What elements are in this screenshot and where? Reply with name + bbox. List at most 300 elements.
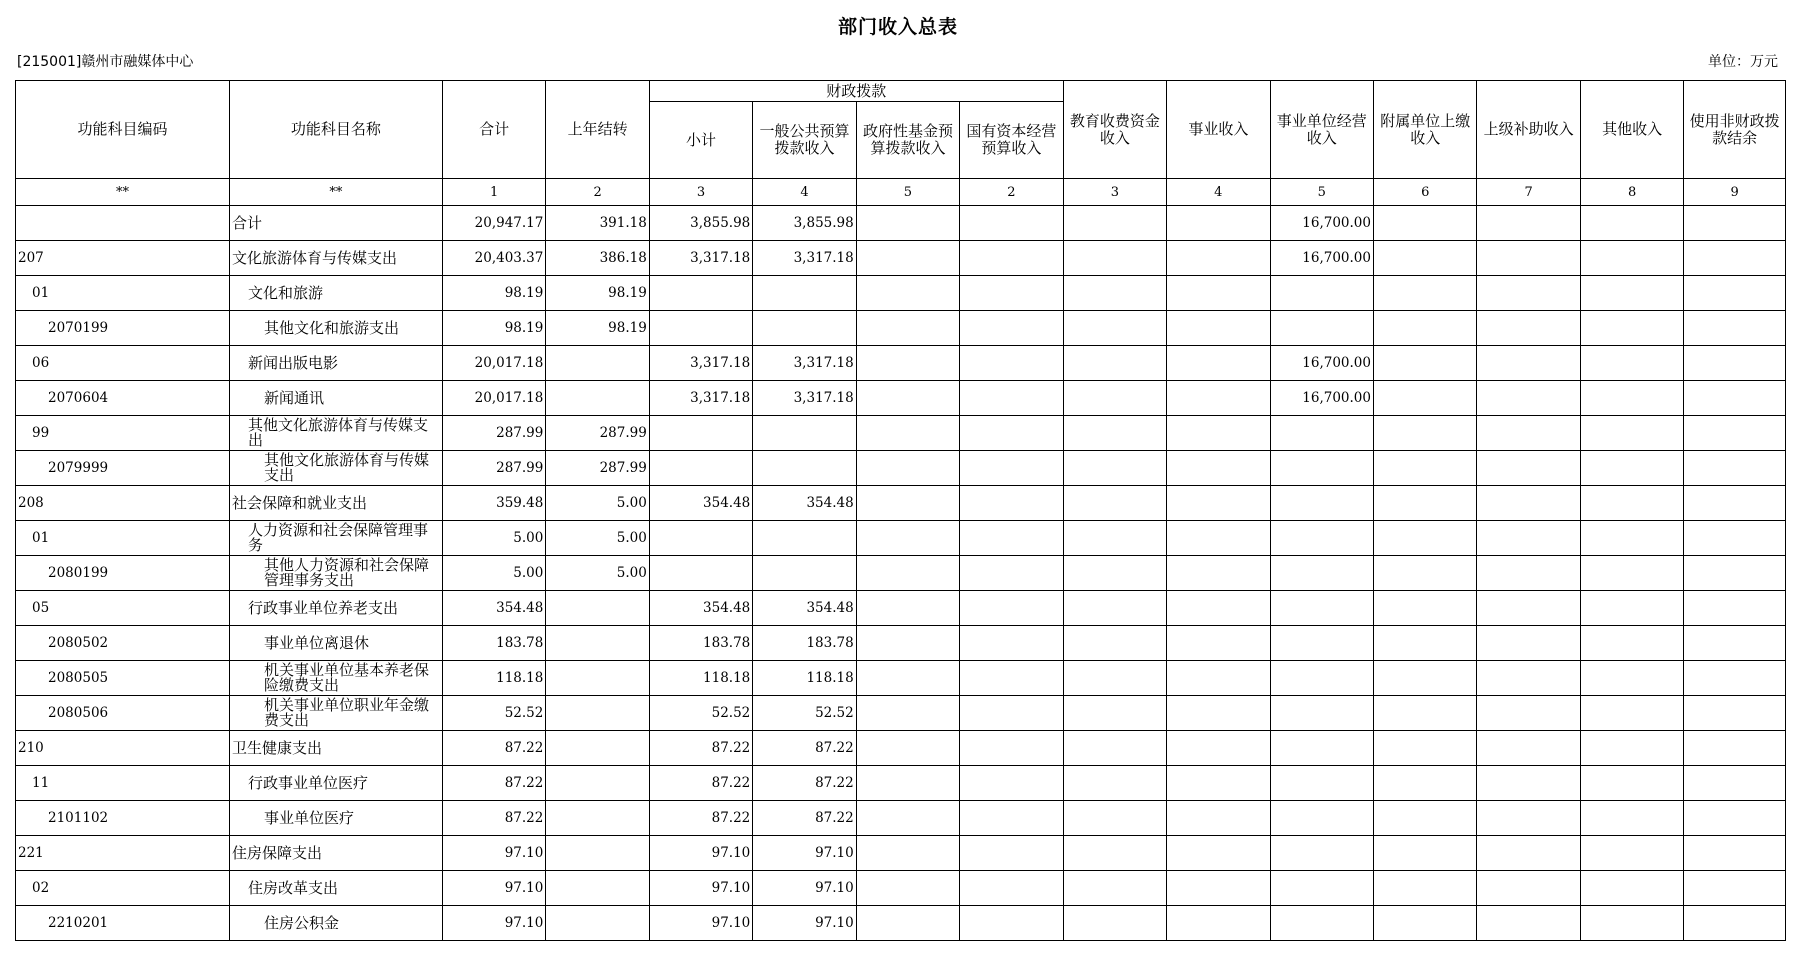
amount-cell [1580, 766, 1683, 801]
function-code-cell: 208 [16, 486, 230, 521]
function-code-cell: 99 [16, 416, 230, 451]
amount-cell [1477, 451, 1580, 486]
table-row [16, 451, 1786, 486]
amount-cell [1580, 906, 1683, 941]
function-name-cell: 合计 [229, 206, 442, 241]
amount-cell [1580, 556, 1683, 591]
amount-cell [1374, 416, 1477, 451]
amount-cell [1167, 416, 1270, 451]
function-name-cell: 其他人力资源和社会保障管理事务支出 [229, 556, 442, 591]
amount-cell [856, 381, 959, 416]
amount-cell: 16,700.00 [1270, 241, 1373, 276]
amount-cell: 87.22 [442, 731, 545, 766]
amount-cell [1270, 591, 1373, 626]
amount-cell: 354.48 [442, 591, 545, 626]
amount-cell [960, 871, 1063, 906]
amount-cell [1063, 346, 1166, 381]
amount-cell [1477, 346, 1580, 381]
amount-cell [856, 486, 959, 521]
amount-cell [1270, 521, 1373, 556]
amount-cell: 287.99 [442, 451, 545, 486]
amount-cell [1167, 276, 1270, 311]
amount-cell [649, 416, 752, 451]
amount-cell [1374, 801, 1477, 836]
amount-cell: 98.19 [546, 276, 649, 311]
table-body [16, 206, 1786, 941]
amount-cell [960, 276, 1063, 311]
amount-cell [546, 766, 649, 801]
function-code-cell: 2101102 [16, 801, 230, 836]
function-name-cell: 行政事业单位医疗 [229, 766, 442, 801]
amount-cell [546, 381, 649, 416]
amount-cell [1270, 311, 1373, 346]
amount-cell [1270, 906, 1373, 941]
amount-cell [1374, 206, 1477, 241]
table-row [16, 381, 1786, 416]
index-cell: 2 [960, 179, 1063, 206]
amount-cell: 52.52 [649, 696, 752, 731]
header-subtotal: 小计 [649, 102, 752, 179]
amount-cell [1684, 346, 1786, 381]
amount-cell [1063, 801, 1166, 836]
amount-cell [1374, 871, 1477, 906]
amount-cell [1167, 451, 1270, 486]
amount-cell: 287.99 [546, 416, 649, 451]
amount-cell [1684, 661, 1786, 696]
header-carryover: 上年结转 [546, 81, 649, 179]
amount-cell: 16,700.00 [1270, 381, 1373, 416]
amount-cell: 52.52 [442, 696, 545, 731]
amount-cell [960, 206, 1063, 241]
amount-cell [753, 416, 856, 451]
index-cell: ** [16, 179, 230, 206]
amount-cell [1374, 766, 1477, 801]
amount-cell: 87.22 [753, 766, 856, 801]
amount-cell [1063, 661, 1166, 696]
amount-cell [1580, 661, 1683, 696]
function-code-cell [16, 206, 230, 241]
page-title: 部门收入总表 [837, 16, 958, 38]
amount-cell [753, 556, 856, 591]
header-superior: 上级补助收入 [1477, 81, 1580, 179]
index-cell: 1 [442, 179, 545, 206]
amount-cell [1580, 486, 1683, 521]
amount-cell [1684, 556, 1786, 591]
table-row [16, 661, 1786, 696]
amount-cell: 97.10 [753, 836, 856, 871]
header-other: 其他收入 [1580, 81, 1683, 179]
amount-cell [753, 311, 856, 346]
amount-cell [1684, 906, 1786, 941]
function-code-cell: 2210201 [16, 906, 230, 941]
function-code-cell: 2070604 [16, 381, 230, 416]
income-summary-table [15, 80, 1786, 941]
amount-cell [1270, 661, 1373, 696]
index-cell: 7 [1477, 179, 1580, 206]
amount-cell [1167, 906, 1270, 941]
amount-cell [1167, 206, 1270, 241]
amount-cell [1684, 591, 1786, 626]
amount-cell [546, 346, 649, 381]
amount-cell [960, 381, 1063, 416]
header-state-capital: 国有资本经营预算收入 [960, 102, 1063, 179]
amount-cell [1684, 696, 1786, 731]
function-code-cell: 2079999 [16, 451, 230, 486]
amount-cell [856, 346, 959, 381]
table-row [16, 626, 1786, 661]
amount-cell: 87.22 [753, 731, 856, 766]
amount-cell [1167, 661, 1270, 696]
amount-cell [1167, 696, 1270, 731]
table-row [16, 206, 1786, 241]
amount-cell [1167, 836, 1270, 871]
amount-cell [1580, 346, 1683, 381]
amount-cell [856, 521, 959, 556]
amount-cell [1167, 241, 1270, 276]
amount-cell [1477, 836, 1580, 871]
amount-cell [1167, 486, 1270, 521]
amount-cell: 3,317.18 [649, 346, 752, 381]
amount-cell: 183.78 [753, 626, 856, 661]
amount-cell [1477, 416, 1580, 451]
amount-cell: 3,317.18 [649, 241, 752, 276]
table-row [16, 836, 1786, 871]
amount-cell [960, 836, 1063, 871]
amount-cell [1374, 346, 1477, 381]
amount-cell: 118.18 [442, 661, 545, 696]
amount-cell [1063, 276, 1166, 311]
index-cell: 3 [649, 179, 752, 206]
amount-cell [1477, 696, 1580, 731]
header-operating: 事业单位经营收入 [1270, 81, 1373, 179]
table-row [16, 871, 1786, 906]
function-name-cell: 社会保障和就业支出 [229, 486, 442, 521]
amount-cell [1580, 206, 1683, 241]
index-cell: 5 [856, 179, 959, 206]
amount-cell [649, 521, 752, 556]
amount-cell [1477, 906, 1580, 941]
amount-cell [1063, 521, 1166, 556]
amount-cell [753, 451, 856, 486]
amount-cell [649, 311, 752, 346]
amount-cell: 20,017.18 [442, 381, 545, 416]
amount-cell [1477, 731, 1580, 766]
amount-cell [960, 311, 1063, 346]
amount-cell [960, 626, 1063, 661]
amount-cell [1374, 276, 1477, 311]
amount-cell: 183.78 [442, 626, 545, 661]
amount-cell: 5.00 [546, 486, 649, 521]
amount-cell [1580, 241, 1683, 276]
amount-cell: 359.48 [442, 486, 545, 521]
amount-cell [1167, 871, 1270, 906]
amount-cell [960, 906, 1063, 941]
amount-cell [1477, 241, 1580, 276]
function-name-cell: 住房公积金 [229, 906, 442, 941]
header-gov-fund: 政府性基金预算拨款收入 [856, 102, 959, 179]
amount-cell [1063, 731, 1166, 766]
amount-cell [1167, 766, 1270, 801]
amount-cell: 97.10 [442, 871, 545, 906]
amount-cell [1167, 521, 1270, 556]
amount-cell: 97.10 [753, 906, 856, 941]
amount-cell [546, 696, 649, 731]
amount-cell [1063, 451, 1166, 486]
amount-cell [1477, 311, 1580, 346]
amount-cell: 87.22 [442, 766, 545, 801]
function-name-cell: 文化和旅游 [229, 276, 442, 311]
amount-cell [1270, 871, 1373, 906]
amount-cell [960, 451, 1063, 486]
amount-cell [1684, 381, 1786, 416]
amount-cell [1270, 801, 1373, 836]
amount-cell [1063, 416, 1166, 451]
amount-cell [960, 486, 1063, 521]
header-name: 功能科目名称 [229, 81, 442, 179]
amount-cell [1684, 801, 1786, 836]
function-name-cell: 文化旅游体育与传媒支出 [229, 241, 442, 276]
amount-cell [856, 591, 959, 626]
amount-cell [1580, 836, 1683, 871]
amount-cell [1684, 836, 1786, 871]
amount-cell: 118.18 [753, 661, 856, 696]
function-name-cell: 行政事业单位养老支出 [229, 591, 442, 626]
table-row [16, 906, 1786, 941]
amount-cell [1270, 766, 1373, 801]
header-edu-fee: 教育收费资金收入 [1063, 81, 1166, 179]
index-cell: 4 [1167, 179, 1270, 206]
amount-cell [1580, 416, 1683, 451]
function-name-cell: 其他文化旅游体育与传媒支出 [229, 451, 442, 486]
amount-cell [649, 556, 752, 591]
amount-cell [1270, 416, 1373, 451]
amount-cell [649, 451, 752, 486]
amount-cell: 87.22 [649, 731, 752, 766]
index-cell: 8 [1580, 179, 1683, 206]
amount-cell [856, 836, 959, 871]
amount-cell [1477, 486, 1580, 521]
amount-cell: 98.19 [442, 276, 545, 311]
amount-cell [1580, 276, 1683, 311]
amount-cell [1374, 836, 1477, 871]
function-code-cell: 2080199 [16, 556, 230, 591]
amount-cell [1684, 486, 1786, 521]
amount-cell [546, 801, 649, 836]
amount-cell [1270, 486, 1373, 521]
table-row [16, 696, 1786, 731]
amount-cell: 87.22 [649, 766, 752, 801]
amount-cell [1167, 346, 1270, 381]
unit-label: 单位：万元 [1708, 54, 1778, 70]
table-row [16, 416, 1786, 451]
function-name-cell: 住房保障支出 [229, 836, 442, 871]
amount-cell [1167, 626, 1270, 661]
amount-cell [856, 766, 959, 801]
amount-cell [856, 276, 959, 311]
amount-cell [1374, 451, 1477, 486]
amount-cell [856, 801, 959, 836]
amount-cell [856, 871, 959, 906]
amount-cell [1063, 906, 1166, 941]
organization-label: [215001]赣州市融媒体中心 [17, 54, 194, 70]
header-fiscal-group: 财政拨款 [649, 81, 1063, 102]
table-row [16, 486, 1786, 521]
amount-cell [1374, 241, 1477, 276]
function-code-cell: 11 [16, 766, 230, 801]
function-name-cell: 机关事业单位职业年金缴费支出 [229, 696, 442, 731]
amount-cell: 3,317.18 [649, 381, 752, 416]
function-name-cell: 事业单位医疗 [229, 801, 442, 836]
index-cell: 5 [1270, 179, 1373, 206]
header-non-fiscal: 使用非财政拨款结余 [1684, 81, 1786, 179]
function-name-cell: 机关事业单位基本养老保险缴费支出 [229, 661, 442, 696]
amount-cell [1477, 871, 1580, 906]
amount-cell [856, 731, 959, 766]
amount-cell [1063, 381, 1166, 416]
amount-cell [1374, 661, 1477, 696]
amount-cell [1580, 801, 1683, 836]
amount-cell: 287.99 [442, 416, 545, 451]
amount-cell [1063, 241, 1166, 276]
amount-cell: 118.18 [649, 661, 752, 696]
function-name-cell: 新闻通讯 [229, 381, 442, 416]
amount-cell [1063, 836, 1166, 871]
amount-cell [856, 906, 959, 941]
amount-cell [1167, 591, 1270, 626]
amount-cell [1063, 486, 1166, 521]
function-name-cell: 卫生健康支出 [229, 731, 442, 766]
amount-cell [1167, 311, 1270, 346]
amount-cell: 97.10 [649, 906, 752, 941]
index-cell: 2 [546, 179, 649, 206]
function-name-cell: 事业单位离退休 [229, 626, 442, 661]
amount-cell [1684, 276, 1786, 311]
amount-cell: 354.48 [753, 591, 856, 626]
function-code-cell: 05 [16, 591, 230, 626]
amount-cell: 97.10 [442, 906, 545, 941]
amount-cell [1580, 451, 1683, 486]
index-cell: 4 [753, 179, 856, 206]
amount-cell [856, 626, 959, 661]
amount-cell [546, 591, 649, 626]
function-code-cell: 06 [16, 346, 230, 381]
index-cell: ** [229, 179, 442, 206]
amount-cell [1374, 556, 1477, 591]
amount-cell [1684, 451, 1786, 486]
amount-cell [1374, 696, 1477, 731]
amount-cell: 183.78 [649, 626, 752, 661]
amount-cell [1374, 906, 1477, 941]
amount-cell [856, 451, 959, 486]
amount-cell: 354.48 [753, 486, 856, 521]
amount-cell [1477, 276, 1580, 311]
amount-cell [1477, 626, 1580, 661]
amount-cell: 354.48 [649, 591, 752, 626]
index-row [16, 179, 1786, 206]
amount-cell [856, 241, 959, 276]
amount-cell: 5.00 [546, 521, 649, 556]
amount-cell [1374, 311, 1477, 346]
header-code: 功能科目编码 [16, 81, 230, 179]
function-code-cell: 01 [16, 276, 230, 311]
amount-cell [1580, 311, 1683, 346]
amount-cell [1063, 766, 1166, 801]
function-name-cell: 其他文化和旅游支出 [229, 311, 442, 346]
table-row [16, 241, 1786, 276]
amount-cell: 52.52 [753, 696, 856, 731]
amount-cell [649, 276, 752, 311]
function-code-cell: 221 [16, 836, 230, 871]
header-general-budget: 一般公共预算拨款收入 [753, 102, 856, 179]
table-row [16, 766, 1786, 801]
amount-cell [960, 241, 1063, 276]
amount-cell: 87.22 [442, 801, 545, 836]
amount-cell [960, 661, 1063, 696]
amount-cell [546, 836, 649, 871]
amount-cell [1063, 556, 1166, 591]
amount-cell [960, 801, 1063, 836]
amount-cell: 97.10 [649, 836, 752, 871]
table-row [16, 346, 1786, 381]
header-business: 事业收入 [1167, 81, 1270, 179]
table-row [16, 276, 1786, 311]
index-cell: 6 [1374, 179, 1477, 206]
function-name-cell: 住房改革支出 [229, 871, 442, 906]
amount-cell [1167, 556, 1270, 591]
amount-cell [960, 346, 1063, 381]
function-code-cell: 02 [16, 871, 230, 906]
amount-cell [1063, 206, 1166, 241]
table-row [16, 556, 1786, 591]
amount-cell [1167, 381, 1270, 416]
amount-cell: 287.99 [546, 451, 649, 486]
amount-cell: 3,317.18 [753, 241, 856, 276]
table-row [16, 801, 1786, 836]
amount-cell [1477, 556, 1580, 591]
table-row [16, 311, 1786, 346]
function-name-cell: 新闻出版电影 [229, 346, 442, 381]
amount-cell [856, 311, 959, 346]
amount-cell [1374, 626, 1477, 661]
amount-cell [1374, 381, 1477, 416]
amount-cell: 354.48 [649, 486, 752, 521]
amount-cell: 3,317.18 [753, 381, 856, 416]
amount-cell [1477, 591, 1580, 626]
amount-cell [1580, 521, 1683, 556]
amount-cell: 391.18 [546, 206, 649, 241]
amount-cell [1270, 626, 1373, 661]
amount-cell [1684, 626, 1786, 661]
function-name-cell: 人力资源和社会保障管理事务 [229, 521, 442, 556]
amount-cell [1684, 311, 1786, 346]
amount-cell: 5.00 [546, 556, 649, 591]
amount-cell [1684, 206, 1786, 241]
amount-cell: 97.10 [753, 871, 856, 906]
amount-cell [1684, 766, 1786, 801]
amount-cell [1477, 766, 1580, 801]
amount-cell: 20,017.18 [442, 346, 545, 381]
amount-cell: 16,700.00 [1270, 346, 1373, 381]
table-row [16, 591, 1786, 626]
table-row [16, 731, 1786, 766]
amount-cell [856, 556, 959, 591]
index-cell: 3 [1063, 179, 1166, 206]
amount-cell: 16,700.00 [1270, 206, 1373, 241]
amount-cell [1580, 591, 1683, 626]
amount-cell: 98.19 [442, 311, 545, 346]
amount-cell [546, 906, 649, 941]
function-code-cell: 2080502 [16, 626, 230, 661]
